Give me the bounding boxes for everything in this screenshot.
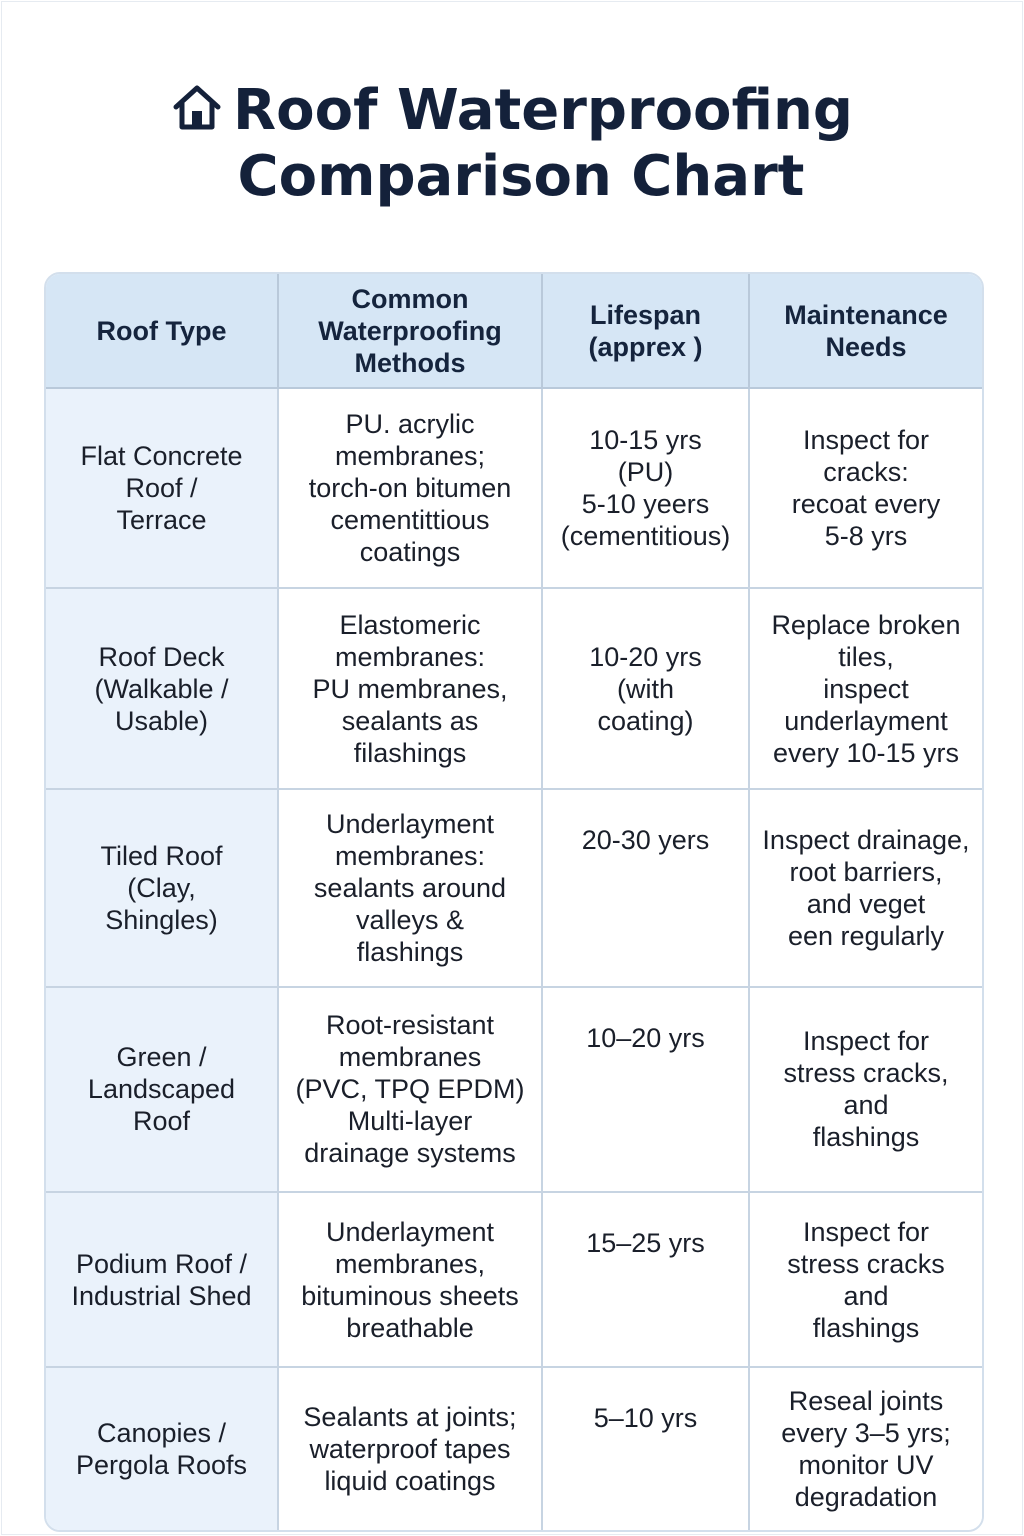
maintenance-cell: Replace broken tiles, inspect underlayment every 10-15 yrs	[749, 588, 982, 790]
table-row	[46, 1192, 982, 1368]
title-text-1: Roof Waterproofing	[233, 78, 853, 143]
table-row	[46, 987, 982, 1192]
maintenance-cell: Inspect for stress cracks, and flashings	[749, 987, 982, 1192]
maintenance-cell: Inspect for stress cracks and flashings	[749, 1192, 982, 1368]
methods-cell: Root-resistant membranes (PVC, TPQ EPDM) Multi-layer drainage systems	[278, 987, 542, 1192]
roof-type-cell: Flat Concrete Roof / Terrace	[46, 388, 278, 588]
methods-cell: Underlayment membranes, bituminous sheets breathable	[278, 1192, 542, 1368]
title-line-1	[0, 78, 1024, 144]
lifespan-cell: 10–20 yrs	[542, 987, 749, 1192]
methods-cell: Sealants at joints; waterproof tapes liquid coatings	[278, 1367, 542, 1530]
lifespan-cell: 5–10 yrs	[542, 1367, 749, 1530]
methods-cell: PU. acrylic membranes; torch-on bitumen cementittious coatings	[278, 388, 542, 588]
page-title	[0, 78, 1024, 210]
header-methods: Common Waterproofing Methods	[278, 274, 542, 388]
methods-cell: Underlayment membranes: sealants around valleys & flashings	[278, 789, 542, 987]
methods-cell: Elastomeric membranes: PU membranes, sealants as filashings	[278, 588, 542, 790]
title-line-2: Comparison Chart	[237, 144, 805, 209]
table-row	[46, 789, 982, 987]
lifespan-cell: 15–25 yrs	[542, 1192, 749, 1368]
lifespan-cell: 10-20 yrs (with coating)	[542, 588, 749, 790]
header-row	[46, 274, 982, 388]
table-row	[46, 1367, 982, 1530]
house-icon	[171, 80, 223, 128]
comparison-table	[44, 272, 984, 1532]
lifespan-cell: 20-30 yers	[542, 789, 749, 987]
maintenance-cell: Reseal joints every 3–5 yrs; monitor UV degradation	[749, 1367, 982, 1530]
roof-type-cell: Green / Landscaped Roof	[46, 987, 278, 1192]
table-row	[46, 588, 982, 790]
roof-type-cell: Tiled Roof (Clay, Shingles)	[46, 789, 278, 987]
roof-type-cell: Roof Deck (Walkable / Usable)	[46, 588, 278, 790]
header-maintenance: Maintenance Needs	[749, 274, 982, 388]
lifespan-cell: 10-15 yrs (PU) 5-10 yeers (cementitious)	[542, 388, 749, 588]
roof-type-cell: Canopies / Pergola Roofs	[46, 1367, 278, 1530]
header-roof-type: Roof Type	[46, 274, 278, 388]
table-row	[46, 388, 982, 588]
maintenance-cell: Inspect drainage, root barriers, and veget een regularly	[749, 789, 982, 987]
maintenance-cell: Inspect for cracks: recoat every 5-8 yrs	[749, 388, 982, 588]
header-lifespan: Lifespan (apprex )	[542, 274, 749, 388]
roof-type-cell: Podium Roof / Industrial Shed	[46, 1192, 278, 1368]
